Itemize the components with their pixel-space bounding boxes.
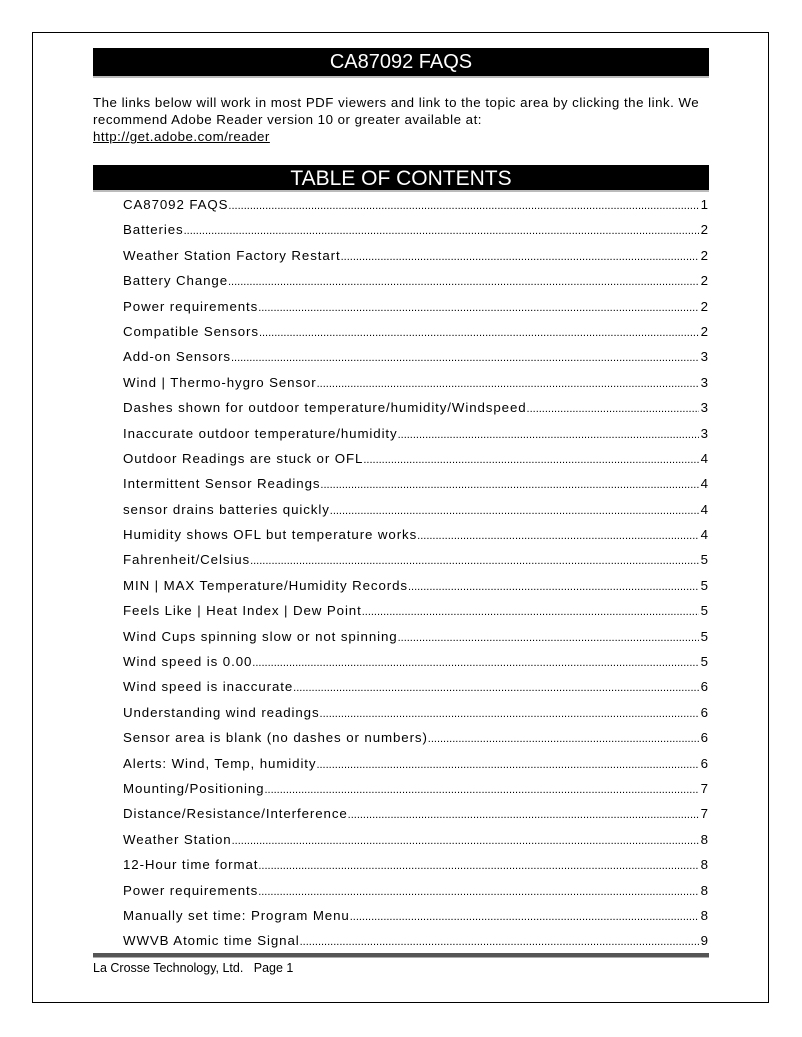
toc-entry-page: 3 bbox=[700, 349, 708, 365]
toc-leader-dots bbox=[363, 450, 698, 470]
toc-entry-page: 4 bbox=[700, 450, 708, 466]
toc-entry-label: Outdoor Readings are stuck or OFL bbox=[123, 450, 364, 466]
toc-entry-label: Distance/Resistance/Interference bbox=[123, 806, 348, 822]
toc-entry[interactable] bbox=[123, 754, 708, 779]
toc-entry-page: 2 bbox=[700, 222, 708, 238]
toc-entry-page: 8 bbox=[700, 907, 708, 923]
toc-entry-label: Manually set time: Program Menu bbox=[123, 907, 350, 923]
toc-entry-label: Understanding wind readings bbox=[123, 704, 320, 720]
toc-leader-dots bbox=[320, 704, 699, 724]
toc-leader-dots bbox=[300, 932, 699, 952]
toc-entry-label: Intermittent Sensor Readings bbox=[123, 476, 321, 492]
toc-entry[interactable] bbox=[123, 601, 708, 626]
toc-entry[interactable] bbox=[123, 347, 708, 372]
toc-leader-dots bbox=[258, 856, 698, 876]
toc-entry-label: 12-Hour time format bbox=[123, 857, 259, 873]
toc-entry-page: 7 bbox=[700, 806, 708, 822]
toc-leader-dots bbox=[250, 551, 699, 571]
toc-entry[interactable] bbox=[123, 398, 708, 423]
toc-entry-label: Dashes shown for outdoor temperature/humidity/Windspeed bbox=[123, 400, 527, 416]
toc-leader-dots bbox=[527, 399, 699, 419]
toc-entry-label: Fahrenheit/Celsius bbox=[123, 552, 251, 568]
toc-leader-dots bbox=[417, 526, 698, 546]
toc-entry-page: 6 bbox=[700, 679, 708, 695]
intro-text bbox=[93, 94, 713, 145]
footer-text: La Crosse Technology, Ltd. Page 1 bbox=[93, 961, 294, 975]
toc-entry-label: Feels Like | Heat Index | Dew Point bbox=[123, 603, 362, 619]
toc-leader-dots bbox=[348, 805, 699, 825]
toc-entry-page: 3 bbox=[700, 374, 708, 390]
toc-leader-dots bbox=[264, 780, 698, 800]
toc-heading: TABLE OF CONTENTS bbox=[93, 165, 709, 192]
toc-entry-page: 8 bbox=[700, 882, 708, 898]
adobe-reader-link[interactable]: http://get.adobe.com/reader bbox=[93, 129, 270, 144]
toc-entry-label: Add-on Sensors bbox=[123, 349, 231, 365]
toc-entry-page: 4 bbox=[700, 527, 708, 543]
footer-rule bbox=[93, 953, 709, 958]
toc-entry-label: MIN | MAX Temperature/Humidity Records bbox=[123, 577, 408, 593]
toc-entry-page: 8 bbox=[700, 857, 708, 873]
toc-entry[interactable] bbox=[123, 906, 708, 931]
toc-leader-dots bbox=[293, 678, 698, 698]
toc-leader-dots bbox=[228, 272, 699, 292]
toc-entry-label: CA87092 FAQS bbox=[123, 197, 229, 212]
toc-entry-page: 5 bbox=[700, 577, 708, 593]
toc-entry-label: Power requirements bbox=[123, 882, 259, 898]
toc-entry[interactable] bbox=[123, 246, 708, 271]
toc-entry[interactable] bbox=[123, 627, 708, 652]
toc-leader-dots bbox=[228, 196, 698, 216]
toc-leader-dots bbox=[258, 298, 698, 318]
toc-leader-dots bbox=[330, 501, 699, 521]
toc-entry[interactable] bbox=[123, 703, 708, 728]
toc-entry-label: Wind speed is 0.00 bbox=[123, 654, 253, 670]
toc-entry-label: Weather Station Factory Restart bbox=[123, 247, 341, 263]
toc-entry-label: sensor drains batteries quickly bbox=[123, 501, 330, 517]
toc-entry-page: 4 bbox=[700, 476, 708, 492]
toc-leader-dots bbox=[398, 628, 699, 648]
toc-entry-page: 1 bbox=[700, 197, 708, 212]
toc-entry-page: 9 bbox=[700, 933, 708, 949]
toc-entry[interactable] bbox=[123, 220, 708, 245]
toc-leader-dots bbox=[341, 247, 699, 267]
toc-leader-dots bbox=[320, 475, 698, 495]
toc-entry-label: Weather Station bbox=[123, 831, 232, 847]
toc-leader-dots bbox=[316, 755, 698, 775]
toc-entry[interactable] bbox=[123, 424, 708, 449]
toc-entry-label: Sensor area is blank (no dashes or numbers) bbox=[123, 730, 428, 746]
toc-entry[interactable] bbox=[123, 855, 708, 880]
toc-entry-page: 7 bbox=[700, 780, 708, 796]
toc-leader-dots bbox=[428, 729, 699, 749]
table-of-contents bbox=[123, 195, 708, 957]
toc-entry-label: Wind | Thermo-hygro Sensor bbox=[123, 374, 317, 390]
toc-entry[interactable] bbox=[123, 652, 708, 677]
toc-entry-page: 3 bbox=[700, 425, 708, 441]
toc-entry-label: Mounting/Positioning bbox=[123, 780, 265, 796]
toc-entry-page: 5 bbox=[700, 552, 708, 568]
toc-leader-dots bbox=[408, 577, 699, 597]
toc-entry-page: 5 bbox=[700, 628, 708, 644]
toc-entry[interactable] bbox=[123, 373, 708, 398]
toc-entry-label: Batteries bbox=[123, 222, 184, 238]
toc-entry[interactable] bbox=[123, 830, 708, 855]
toc-leader-dots bbox=[259, 323, 699, 343]
toc-leader-dots bbox=[252, 653, 698, 673]
toc-entry-page: 2 bbox=[700, 298, 708, 314]
toc-entry[interactable] bbox=[123, 576, 708, 601]
toc-leader-dots bbox=[258, 882, 698, 902]
toc-entry[interactable] bbox=[123, 297, 708, 322]
intro-paragraph: The links below will work in most PDF viewers and link to the topic area by clicking the link. We recommend Adobe Reader version 10 or greater available at: bbox=[93, 95, 700, 127]
toc-entry[interactable] bbox=[123, 474, 708, 499]
toc-entry-label: Power requirements bbox=[123, 298, 259, 314]
toc-entry[interactable] bbox=[123, 804, 708, 829]
page-title: CA87092 FAQS bbox=[93, 48, 709, 78]
toc-entry[interactable] bbox=[123, 728, 708, 753]
toc-entry-page: 8 bbox=[700, 831, 708, 847]
toc-entry[interactable] bbox=[123, 550, 708, 575]
toc-entry-label: WWVB Atomic time Signal bbox=[123, 933, 300, 949]
toc-entry-label: Wind Cups spinning slow or not spinning bbox=[123, 628, 398, 644]
toc-leader-dots bbox=[362, 602, 699, 622]
toc-entry[interactable] bbox=[123, 779, 708, 804]
toc-entry-page: 3 bbox=[700, 400, 708, 416]
toc-entry[interactable] bbox=[123, 271, 708, 296]
toc-leader-dots bbox=[317, 374, 699, 394]
toc-entry-page: 6 bbox=[700, 755, 708, 771]
toc-entry-label: Wind speed is inaccurate bbox=[123, 679, 294, 695]
toc-entry-label: Humidity shows OFL but temperature works bbox=[123, 527, 418, 543]
toc-entry-label: Alerts: Wind, Temp, humidity bbox=[123, 755, 317, 771]
toc-entry-page: 4 bbox=[700, 501, 708, 517]
toc-entry-label: Compatible Sensors bbox=[123, 323, 259, 339]
toc-leader-dots bbox=[231, 348, 699, 368]
toc-entry-page: 5 bbox=[700, 654, 708, 670]
toc-leader-dots bbox=[398, 425, 699, 445]
toc-entry[interactable] bbox=[123, 677, 708, 702]
toc-leader-dots bbox=[184, 221, 699, 241]
toc-entry-page: 5 bbox=[700, 603, 708, 619]
toc-entry-page: 6 bbox=[700, 704, 708, 720]
toc-entry-page: 6 bbox=[700, 730, 708, 746]
toc-entry[interactable] bbox=[123, 449, 708, 474]
toc-leader-dots bbox=[350, 907, 699, 927]
toc-entry-page: 2 bbox=[700, 273, 708, 289]
toc-entry[interactable] bbox=[123, 525, 708, 550]
toc-entry-label: Inaccurate outdoor temperature/humidity bbox=[123, 425, 398, 441]
toc-entry-page: 2 bbox=[700, 247, 708, 263]
toc-entry[interactable] bbox=[123, 881, 708, 906]
toc-entry-label: Battery Change bbox=[123, 273, 228, 289]
toc-entry-page: 2 bbox=[700, 323, 708, 339]
toc-entry[interactable] bbox=[123, 195, 708, 220]
toc-leader-dots bbox=[232, 831, 699, 851]
toc-entry[interactable] bbox=[123, 500, 708, 525]
toc-entry[interactable] bbox=[123, 322, 708, 347]
